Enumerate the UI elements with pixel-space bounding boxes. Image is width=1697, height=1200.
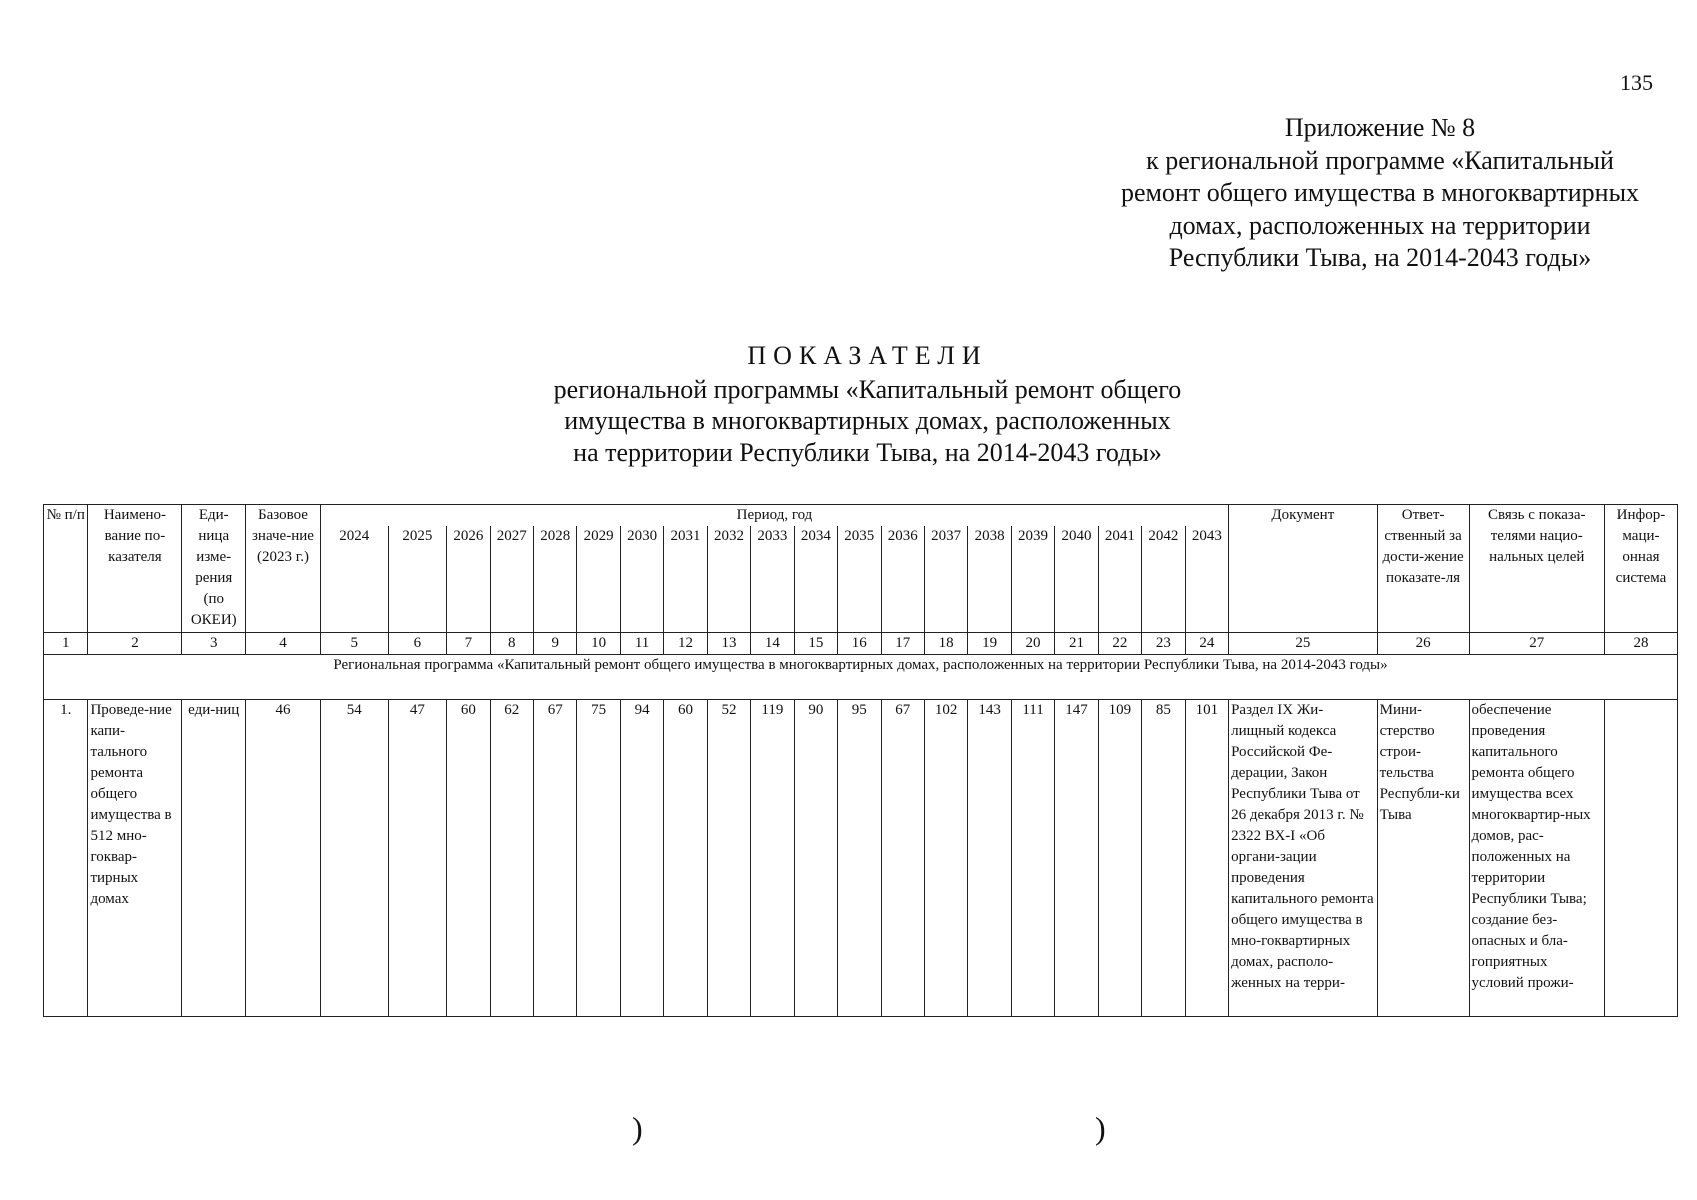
header-year: 2041 bbox=[1098, 526, 1141, 632]
column-numbers-row bbox=[44, 632, 1678, 654]
column-number: 27 bbox=[1469, 632, 1604, 654]
column-number: 6 bbox=[388, 632, 447, 654]
header-link: Связь с показа-телями нацио-нальных целей bbox=[1469, 505, 1604, 633]
row-responsible: Мини-стерство строи-тельства Республи-ки Тыва bbox=[1377, 699, 1469, 1016]
header-year: 2035 bbox=[838, 526, 881, 632]
header-info: Инфор-маци-онная система bbox=[1604, 505, 1677, 633]
section-row bbox=[44, 654, 1678, 699]
header-year: 2029 bbox=[577, 526, 620, 632]
header-period: Период, год bbox=[320, 505, 1228, 527]
year-value: 111 bbox=[1011, 699, 1054, 1016]
section-title: Региональная программа «Капитальный ремонт общего имущества в многоквартирных домах, расположенных на территории Республики Тыва, на 2014-2043 годы» bbox=[44, 654, 1678, 699]
row-base: 46 bbox=[246, 699, 321, 1016]
header-year: 2032 bbox=[707, 526, 750, 632]
column-number: 9 bbox=[534, 632, 577, 654]
page-number: 135 bbox=[1620, 70, 1653, 95]
year-value: 60 bbox=[664, 699, 707, 1016]
header-year: 2026 bbox=[447, 526, 490, 632]
header-document: Документ bbox=[1229, 505, 1378, 633]
scan-mark: ) bbox=[632, 1110, 643, 1146]
column-number: 12 bbox=[664, 632, 707, 654]
year-value: 52 bbox=[707, 699, 750, 1016]
column-number: 19 bbox=[968, 632, 1011, 654]
column-number: 1 bbox=[44, 632, 88, 654]
header-year: 2027 bbox=[490, 526, 533, 632]
year-value: 67 bbox=[881, 699, 924, 1016]
header-year: 2028 bbox=[534, 526, 577, 632]
column-number: 22 bbox=[1098, 632, 1141, 654]
year-value: 67 bbox=[534, 699, 577, 1016]
appendix-header bbox=[1080, 112, 1680, 275]
year-value: 119 bbox=[751, 699, 794, 1016]
year-value: 60 bbox=[447, 699, 490, 1016]
column-number: 16 bbox=[838, 632, 881, 654]
header-name: Наимено-вание по-казателя bbox=[88, 505, 182, 633]
appendix-line: к региональной программе «Капитальный bbox=[1146, 145, 1614, 175]
table-row bbox=[44, 699, 1678, 1016]
header-year: 2043 bbox=[1185, 526, 1229, 632]
year-value: 109 bbox=[1098, 699, 1141, 1016]
column-number: 3 bbox=[182, 632, 246, 654]
appendix-line: Приложение № 8 bbox=[1284, 113, 1476, 142]
year-value: 101 bbox=[1185, 699, 1229, 1016]
column-number: 7 bbox=[447, 632, 490, 654]
header-unit: Еди-ница изме-рения (по ОКЕИ) bbox=[182, 505, 246, 633]
header-responsible: Ответ-ственный за дости-жение показате-ля bbox=[1377, 505, 1469, 633]
header-year: 2040 bbox=[1055, 526, 1098, 632]
header-year: 2042 bbox=[1142, 526, 1185, 632]
year-value: 47 bbox=[388, 699, 447, 1016]
title-line: на территории Республики Тыва, на 2014-2043 годы» bbox=[573, 437, 1162, 467]
column-number: 17 bbox=[881, 632, 924, 654]
column-number: 28 bbox=[1604, 632, 1677, 654]
row-number: 1. bbox=[44, 699, 88, 1016]
header-year: 2025 bbox=[388, 526, 447, 632]
appendix-line: домах, расположенных на территории bbox=[1169, 210, 1591, 240]
year-value: 62 bbox=[490, 699, 533, 1016]
year-value: 90 bbox=[794, 699, 837, 1016]
row-link: обеспечение проведения капитального ремонта общего имущества всех многоквартир-ных домов, рас-положенных на территории Республики Тыва; создание без-опасных и бла-гоприятных условий прожи- bbox=[1469, 699, 1604, 1016]
column-number: 2 bbox=[88, 632, 182, 654]
header-year: 2031 bbox=[664, 526, 707, 632]
year-value: 75 bbox=[577, 699, 620, 1016]
column-number: 23 bbox=[1142, 632, 1185, 654]
header-year: 2037 bbox=[924, 526, 967, 632]
row-unit: еди-ниц bbox=[182, 699, 246, 1016]
header-row bbox=[44, 505, 1678, 527]
column-number: 26 bbox=[1377, 632, 1469, 654]
year-value: 94 bbox=[620, 699, 663, 1016]
column-number: 18 bbox=[924, 632, 967, 654]
column-number: 20 bbox=[1011, 632, 1054, 654]
column-number: 25 bbox=[1229, 632, 1378, 654]
year-value: 85 bbox=[1142, 699, 1185, 1016]
appendix-line: ремонт общего имущества в многоквартирных bbox=[1120, 178, 1640, 207]
column-number: 13 bbox=[707, 632, 750, 654]
header-year: 2033 bbox=[751, 526, 794, 632]
title-line: региональной программы «Капитальный ремонт общего bbox=[553, 374, 1182, 404]
title-main: ПОКАЗАТЕЛИ bbox=[747, 341, 988, 370]
row-info bbox=[1604, 699, 1677, 1016]
header-year: 2036 bbox=[881, 526, 924, 632]
header-number: № п/п bbox=[44, 505, 88, 633]
column-number: 11 bbox=[620, 632, 663, 654]
column-number: 14 bbox=[751, 632, 794, 654]
title-line: имущества в многоквартирных домах, расположенных bbox=[564, 406, 1171, 435]
column-number: 10 bbox=[577, 632, 620, 654]
column-number: 4 bbox=[246, 632, 321, 654]
column-number: 24 bbox=[1185, 632, 1229, 654]
year-value: 95 bbox=[838, 699, 881, 1016]
document-title bbox=[470, 340, 1265, 468]
header-year: 2030 bbox=[620, 526, 663, 632]
year-value: 102 bbox=[924, 699, 967, 1016]
year-value: 147 bbox=[1055, 699, 1098, 1016]
appendix-line: Республики Тыва, на 2014-2043 годы» bbox=[1168, 243, 1592, 272]
column-number: 15 bbox=[794, 632, 837, 654]
column-number: 5 bbox=[320, 632, 388, 654]
column-number: 8 bbox=[490, 632, 533, 654]
year-value: 54 bbox=[320, 699, 388, 1016]
header-year: 2039 bbox=[1011, 526, 1054, 632]
header-year: 2038 bbox=[968, 526, 1011, 632]
header-base: Базовое значе-ние (2023 г.) bbox=[246, 505, 321, 633]
row-document: Раздел IX Жи-лищный кодекса Российской Фе-дерации, Закон Республики Тыва от 26 декабря 2013 г. № 2322 ВХ-I «Об органи-зации проведения капитального ремонта общего имущества в мно-гоквартирных домах, располо-женных на терри- bbox=[1229, 699, 1378, 1016]
row-name: Проведе-ние капи-тального ремонта общего имущества в 512 мно-гоквар-тирных домах bbox=[88, 699, 182, 1016]
year-value: 143 bbox=[968, 699, 1011, 1016]
column-number: 21 bbox=[1055, 632, 1098, 654]
scan-mark: ) bbox=[1095, 1110, 1106, 1146]
header-year: 2034 bbox=[794, 526, 837, 632]
indicators-table bbox=[43, 504, 1678, 1017]
header-year: 2024 bbox=[320, 526, 388, 632]
